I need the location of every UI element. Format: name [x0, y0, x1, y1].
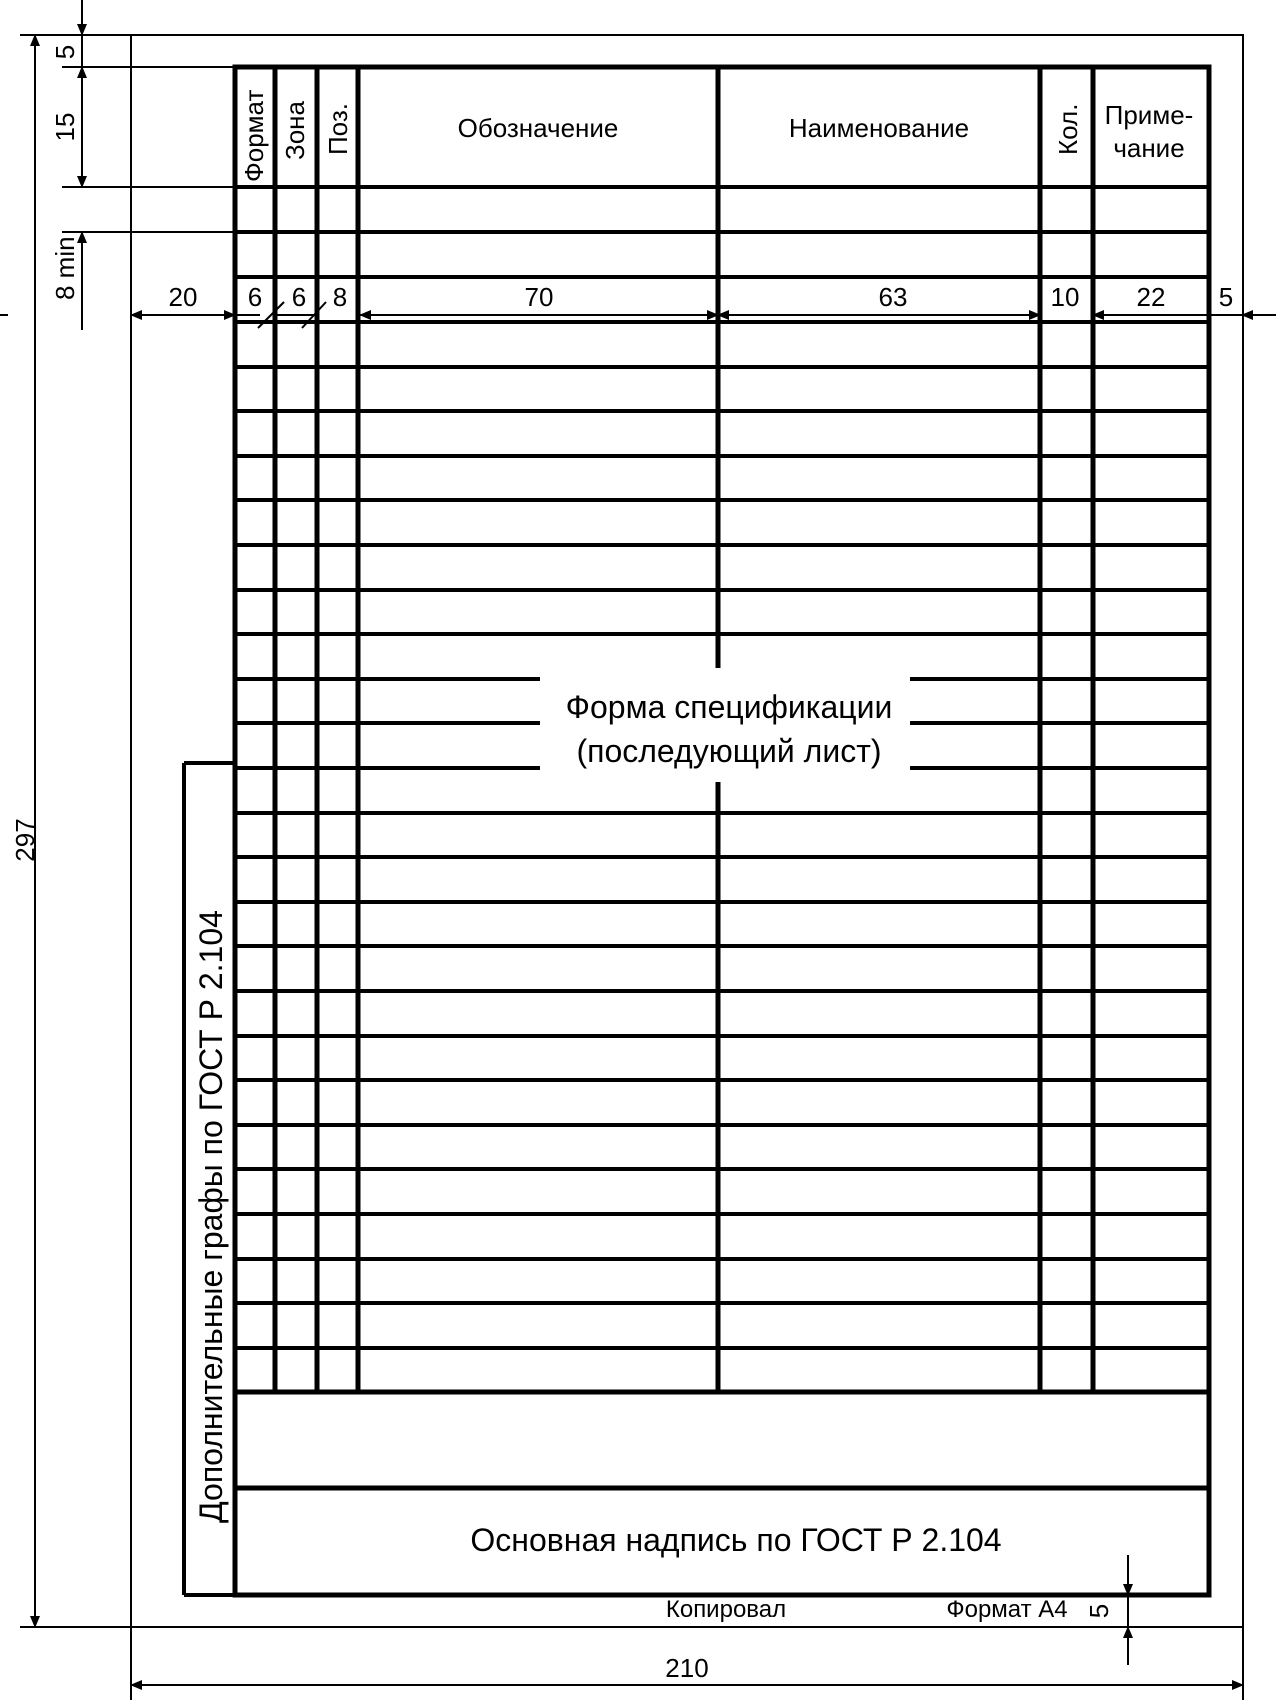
- copied-label: Копировал: [665, 1596, 787, 1623]
- dim-zone-width: 6: [291, 282, 307, 312]
- dim-format-width: 6: [247, 282, 263, 312]
- column-name-label: Наименование: [788, 113, 970, 143]
- dim-note-width: 22: [1136, 282, 1166, 312]
- additional-columns-label: Дополнительные графы по ГОСТ Р 2.104: [193, 910, 229, 1523]
- dim-qty-width: 10: [1050, 282, 1080, 312]
- dim-designation-width: 70: [524, 282, 554, 312]
- column-note-label-line2: чание: [1113, 133, 1185, 163]
- dim-total-height: 297: [10, 818, 40, 862]
- dim-bottom-margin: 5: [1084, 1603, 1114, 1619]
- dim-header-height: 15: [50, 112, 80, 142]
- column-designation-label: Обозначение: [457, 113, 619, 143]
- dim-total-width: 210: [665, 1653, 709, 1683]
- column-format-label: Формат: [239, 89, 269, 182]
- column-note-label-line1: Приме-: [1104, 100, 1194, 130]
- dim-left-margin: 20: [168, 282, 198, 312]
- dim-row-height: 8 min: [50, 236, 80, 300]
- dim-top-margin: 5: [50, 44, 80, 60]
- column-qty-label: Кол.: [1053, 103, 1083, 155]
- column-pos-label: Поз.: [323, 103, 353, 155]
- column-zone-label: Зона: [280, 101, 310, 160]
- format-label: Формат А4: [946, 1596, 1068, 1623]
- dim-pos-width: 8: [332, 282, 348, 312]
- form-title-line2: (последующий лист): [576, 733, 882, 769]
- dim-right-margin: 5: [1218, 282, 1234, 312]
- form-title-line1: Форма спецификации: [565, 689, 893, 725]
- dim-name-width: 63: [878, 282, 908, 312]
- sheet-outline: [131, 35, 1243, 1627]
- title-block-label: Основная надпись по ГОСТ Р 2.104: [470, 1522, 1002, 1558]
